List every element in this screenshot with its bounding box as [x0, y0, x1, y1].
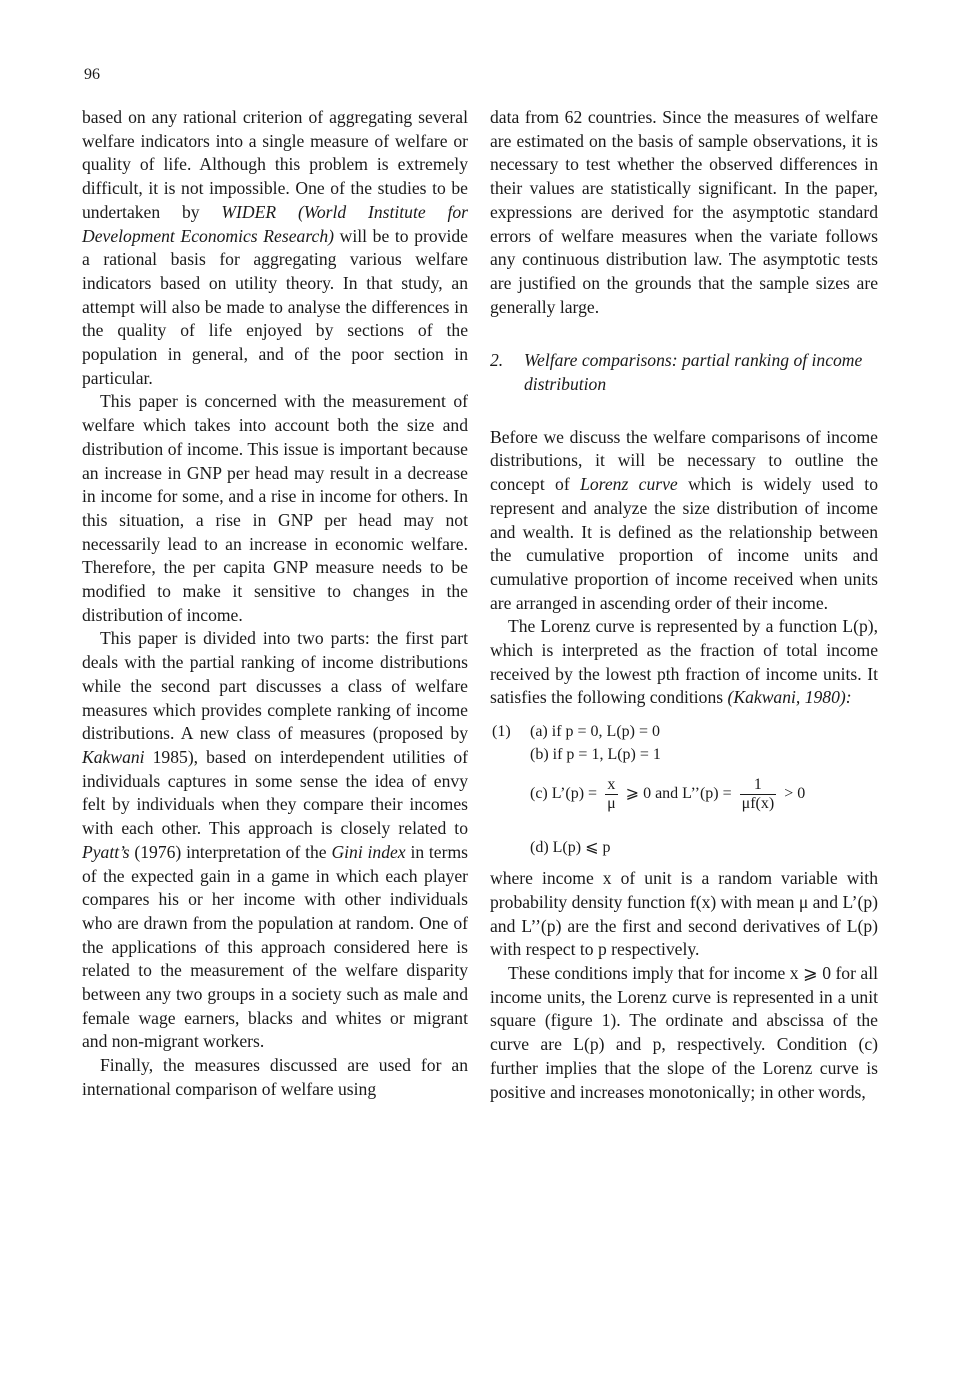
fraction-denominator: μ [607, 795, 616, 813]
condition-b: (b) if p = 1, L(p) = 1 [530, 746, 661, 764]
kakwani-1980-citation: (Kakwani, 1980): [727, 687, 852, 708]
right-paragraph-4: where income x of unit is a random variable with probability density function f(x) with mean μ and L’(p) and L’’(p) are the first and second derivatives of L(p) with respect to p respectively. [490, 868, 878, 960]
fraction-denominator: μf(x) [741, 795, 775, 813]
section-title: Welfare comparisons: partial ranking of income distribution [524, 350, 863, 395]
left-paragraph-1 [82, 106, 468, 390]
fraction-numerator: x [605, 776, 618, 795]
page-number: 96 [84, 66, 100, 83]
gini-index-term: Gini index [331, 841, 406, 862]
left-p3-c: (1976) interpretation of the [134, 841, 327, 862]
wider-name: WIDER (World Institute for Development Economics Research) [82, 201, 468, 246]
right-p3-a: The Lorenz curve is represented by a function L(p), which is interpreted as the fraction of total income received by the lowest pth fraction of income units. It satisfies the following conditions [490, 616, 878, 708]
pyatt-citation: Pyatt’s [82, 841, 130, 862]
right-p2-b: which is widely used to represent and analyze the size distribution of income and wealth. It is defined as the relationship between the cumulative proportion of income units and cumulative proportion of income received when units are arranged in ascending order of their income. [490, 474, 878, 613]
right-column [490, 106, 878, 1104]
right-paragraph-5: These conditions imply that for income x ⩾ 0 for all income units, the Lorenz curve is represented in a unit square (figure 1). The ordinate and abscissa of the curve are L(p) and p, respectively. Condition (c) further implies that the slope of the Lorenz curve is positive and increases monotonically; in other words, [490, 962, 878, 1102]
condition-a: (a) if p = 0, L(p) = 0 [530, 723, 661, 741]
left-p3-b: 1985), based on interdependent utilities of individuals captures in some sense the idea of envy felt by individuals when they compare their incomes with each other. This approach is closely related to [82, 746, 468, 839]
left-paragraph-2: This paper is concerned with the measurement of welfare which takes into account both the size and distribution of income. This issue is important because an increase in GNP per head may result in a decrease in income for some, and a rise in income for others. In this situation, a rise in GNP per head may not necessarily lead to an increase in economic welfare. Therefore, the per capita GNP measure needs to be modified to make it sensitive to changes in the distribution of income. [82, 391, 468, 625]
fraction-one-over-mu-fx [740, 776, 777, 813]
left-paragraph-3 [82, 627, 468, 1054]
left-paragraph-4: Finally, the measures discussed are used for an international comparison of welfare using [82, 1055, 468, 1099]
lorenz-curve-term: Lorenz curve [580, 474, 678, 495]
equation-number: (1) [492, 723, 511, 741]
condition-c-mid: ⩾ 0 and L’’(p) = [625, 785, 732, 803]
left-p1-text: based on any rational criterion of aggregating several welfare indicators into a single measure of welfare or quality of life. Although this problem is extremely difficult, it is not impossible. One of the studies to be undertaken by [82, 107, 468, 222]
right-paragraph-3 [490, 615, 878, 710]
left-p1-rest: will be to provide a rational basis for aggregating various welfare indicators based on utility theory. In that study, an attempt will also be made to analyse the differences in the quality of life enjoyed by sections of the population in general, and of the poor section in particular. [82, 225, 468, 388]
left-p3-d: in terms of the expected gain in a game in which each player compares his or her income with other individuals who are drawn from the population at random. One of the applications of this approach considered here is related to the measurement of the welfare disparity between any two groups in a society such as male and female wage earners, blacks and whites or migrant and non-migrant workers. [82, 841, 469, 1052]
kakwani-citation: Kakwani [82, 746, 145, 767]
condition-c-suffix: > 0 [784, 785, 806, 803]
right-paragraph-1: data from 62 countries. Since the measures of welfare are estimated on the basis of sample observations, it is necessary to test whether the observed differences in their values are statistically significant. In the paper, expressions are derived for the asymptotic standard errors of welfare measures when the variate follows any continuous distribution law. The asymptotic tests are justified on the grounds that the sample sizes are generally large. [490, 107, 878, 317]
left-column [82, 106, 468, 1102]
condition-c-prefix: (c) L’(p) = [530, 785, 598, 803]
right-paragraph-2 [490, 426, 878, 616]
fraction-numerator: 1 [740, 776, 777, 795]
condition-c [530, 776, 805, 813]
section-number: 2. [490, 350, 504, 371]
left-p3-a: This paper is divided into two parts: the first part deals with the partial ranking of income distributions while the second part discusses a class of welfare measures which provides complete ranking of income distributions. A new class of measures (proposed by [82, 628, 468, 744]
condition-d: (d) L(p) ⩽ p [530, 839, 611, 857]
section-heading [490, 349, 878, 396]
lorenz-conditions-equation [490, 712, 878, 865]
right-p2-a: Before we discuss the welfare comparisons of income distributions, it will be necessary to outline the concept of [490, 426, 878, 495]
fraction-x-over-mu [605, 776, 618, 813]
